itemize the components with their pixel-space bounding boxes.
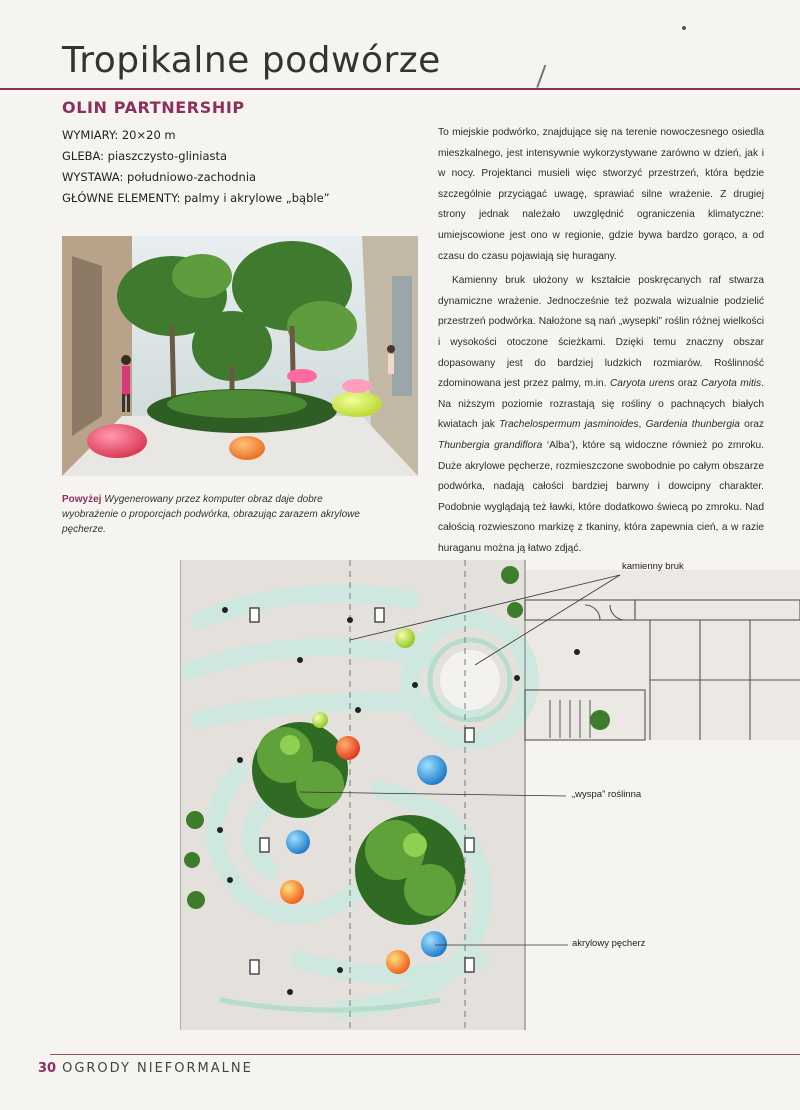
courtyard-plan-drawing <box>180 560 800 1030</box>
courtyard-render-illustration <box>62 236 418 476</box>
plant-name: Trachelospermum jasminoides <box>499 419 639 431</box>
plant-name: Gardenia thunbergia <box>645 419 740 431</box>
fact-soil: GLEBA: piaszczysto-gliniasta <box>62 149 228 163</box>
print-speck <box>682 26 686 30</box>
courtyard-plan <box>180 560 800 1030</box>
fact-exposure: WYSTAWA: południowo-zachodnia <box>62 170 257 184</box>
article-body <box>438 123 764 563</box>
plant-name: Caryota urens <box>609 378 675 390</box>
fact-main-elements: GŁÓWNE ELEMENTY: palmy i akrylowe „bąble” <box>62 191 330 205</box>
plant-name: Thunbergia grandiflora <box>438 439 543 451</box>
fact-box <box>62 98 362 209</box>
plant-name: Caryota mitis <box>701 378 762 390</box>
page-number: 30 <box>38 1061 57 1076</box>
paragraph-1: To miejskie podwórko, znajdujące się na terenie nowoczesnego osiedla mieszkalnego, jest intensywnie wykorzystywane zarówno w dzień, jak i w nocy. Projektanci musieli więc stworzyć przestrzeń, która będzie szczególnie przyciągać uwagę, sprawiać silne wrażenie. Z drugiej strony jednak należało uwzględnić ograniczenia klimatyczne: umiejscowione jest ono w regionie, gdzie bywa bardzo gorąco, a od czasu do czasu pojawiają się huragany. <box>438 127 764 262</box>
fact-dimensions: WYMIARY: 20×20 m <box>62 128 176 142</box>
designer-name: OLIN PARTNERSHIP <box>62 98 245 117</box>
header-rule <box>0 88 800 90</box>
paragraph-2: Kamienny bruk ułożony w kształcie poskręcanych raf stwarza dynamiczne wrażenie. Jednocześnie też pozwala wizualnie podzielić przestrzeń podwórka. Nałożone są nań „wysepki” roślin różnej wielkości i wysokości otoczone ścieżkami. Dzięki temu znaczny obszar dopasowany jest do bardziej ludzkich rozmiarów. Roślinność zdominowana jest przez palmy, m.in. Caryota urens oraz Caryota mitis. Na niższym poziomie rozrastają się rośliny o pachnących białych kwiatach jak Trachelospermum jasminoides, Gardenia thunbergia oraz Thunbergia grandiflora ‘Alba’), które są widoczne również po zmroku. Duże akrylowe pęcherze, rozmieszczone swobodnie po całym obszarze podwórka, nadają całości bardziej barwny i dowcipny charakter. Podobnie wyglądają też ławki, które dodatkowo świecą po zmroku. Nad całością rozwieszono markizę z tkaniny, która zapewnia cień, a w razie huraganu można ją łatwo zdjąć. <box>438 275 764 554</box>
footer-rule <box>50 1054 800 1055</box>
page-footer <box>38 1061 253 1076</box>
callout-stone-paving: kamienny bruk <box>622 561 684 572</box>
section-title: OGRODY NIEFORMALNE <box>62 1061 253 1076</box>
courtyard-render-image <box>62 236 418 476</box>
fact-list <box>62 125 362 209</box>
callout-acrylic-bubble: akrylowy pęcherz <box>572 938 646 949</box>
callout-plant-island: „wyspa” roślinna <box>572 789 642 800</box>
page-title: Tropikalne podwórze <box>62 40 441 81</box>
image-caption: Powyżej Wygenerowany przez komputer obraz daje dobre wyobrażenie o proporcjach podwórka, obrazując zarazem akrylowe pęcherze. <box>62 494 360 535</box>
